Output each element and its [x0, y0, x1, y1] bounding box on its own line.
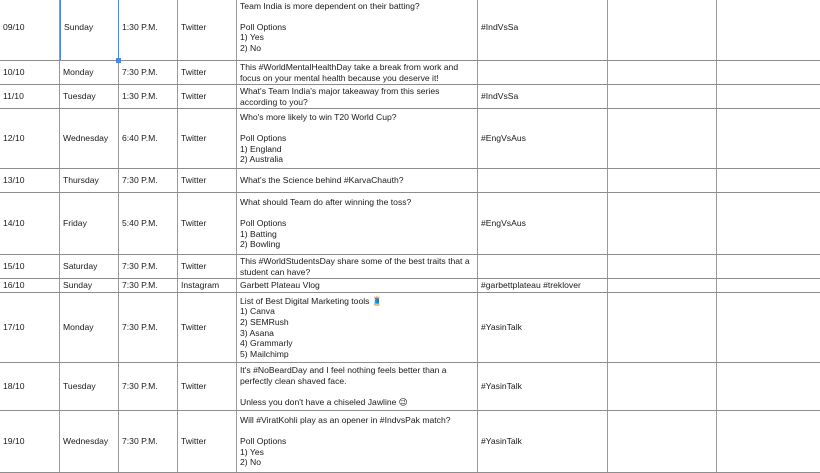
hashtag-cell[interactable]: [478, 255, 608, 278]
hashtag-cell[interactable]: #YasinTalk: [478, 293, 608, 362]
content-cell[interactable]: Garbett Plateau Vlog: [237, 279, 478, 292]
empty-cell[interactable]: [608, 85, 717, 108]
time-cell[interactable]: 7:30 P.M.: [119, 279, 178, 292]
content-cell[interactable]: This #WorldMentalHealthDay take a break from work and focus on your mental health because you deserve it!: [237, 61, 478, 84]
platform-cell[interactable]: Twitter: [178, 363, 237, 410]
date-cell[interactable]: 14/10: [0, 193, 60, 254]
day-cell[interactable]: Monday: [60, 293, 119, 362]
empty-cell[interactable]: [717, 0, 820, 60]
hashtag-cell[interactable]: [478, 61, 608, 84]
empty-cell[interactable]: [608, 255, 717, 278]
time-cell[interactable]: 1:30 P.M.: [119, 0, 178, 60]
hashtag-cell[interactable]: #garbettplateau #treklover: [478, 279, 608, 292]
date-cell[interactable]: 15/10: [0, 255, 60, 278]
table-row: [0, 293, 820, 363]
empty-cell[interactable]: [717, 255, 820, 278]
table-row: [0, 279, 820, 293]
hashtag-cell[interactable]: #EngVsAus: [478, 109, 608, 168]
empty-cell[interactable]: [608, 109, 717, 168]
empty-cell[interactable]: [717, 61, 820, 84]
time-cell[interactable]: 1:30 P.M.: [119, 85, 178, 108]
content-cell[interactable]: Who's more likely to win T20 World Cup? Poll Options 1) England 2) Australia: [237, 109, 478, 168]
empty-cell[interactable]: [608, 279, 717, 292]
empty-cell[interactable]: [608, 363, 717, 410]
day-cell[interactable]: Saturday: [60, 255, 119, 278]
content-cell[interactable]: This #WorldStudentsDay share some of the best traits that a student can have?: [237, 255, 478, 278]
content-cell[interactable]: It's #NoBeardDay and I feel nothing feels better than a perfectly clean shaved face. Unless you don't have a chiseled Jawline 😉: [237, 363, 478, 410]
hashtag-cell[interactable]: [478, 169, 608, 192]
date-cell[interactable]: 17/10: [0, 293, 60, 362]
time-cell[interactable]: 7:30 P.M.: [119, 293, 178, 362]
day-cell[interactable]: Sunday: [60, 0, 119, 60]
table-row: [0, 169, 820, 193]
hashtag-cell[interactable]: #IndVsSa: [478, 85, 608, 108]
day-cell[interactable]: Friday: [60, 193, 119, 254]
content-cell[interactable]: What's the Science behind #KarvaChauth?: [237, 169, 478, 192]
hashtag-cell[interactable]: #YasinTalk: [478, 363, 608, 410]
platform-cell[interactable]: Twitter: [178, 169, 237, 192]
day-cell[interactable]: Thursday: [60, 169, 119, 192]
day-cell[interactable]: Tuesday: [60, 363, 119, 410]
hashtag-cell[interactable]: #EngVsAus: [478, 193, 608, 254]
table-row: [0, 193, 820, 255]
content-cell[interactable]: Team India is more dependent on their batting? Poll Options 1) Yes 2) No: [237, 0, 478, 60]
empty-cell[interactable]: [717, 109, 820, 168]
day-cell[interactable]: Sunday: [60, 279, 119, 292]
date-cell[interactable]: 11/10: [0, 85, 60, 108]
platform-cell[interactable]: Twitter: [178, 411, 237, 472]
date-cell[interactable]: 09/10: [0, 0, 60, 60]
platform-cell[interactable]: Twitter: [178, 255, 237, 278]
empty-cell[interactable]: [608, 193, 717, 254]
empty-cell[interactable]: [717, 363, 820, 410]
empty-cell[interactable]: [608, 411, 717, 472]
hashtag-cell[interactable]: #IndVsSa: [478, 0, 608, 60]
time-cell[interactable]: 6:40 P.M.: [119, 109, 178, 168]
content-cell[interactable]: List of Best Digital Marketing tools 🧵 1) Canva 2) SEMRush 3) Asana 4) Grammarly 5) Mailchimp: [237, 293, 478, 362]
empty-cell[interactable]: [717, 85, 820, 108]
empty-cell[interactable]: [608, 293, 717, 362]
empty-cell[interactable]: [608, 169, 717, 192]
date-cell[interactable]: 10/10: [0, 61, 60, 84]
selection-fill-handle[interactable]: [116, 58, 121, 63]
empty-cell[interactable]: [608, 61, 717, 84]
empty-cell[interactable]: [717, 279, 820, 292]
day-cell[interactable]: Tuesday: [60, 85, 119, 108]
content-cell[interactable]: What's Team India's major takeaway from this series according to you?: [237, 85, 478, 108]
empty-cell[interactable]: [717, 411, 820, 472]
table-row: [0, 109, 820, 169]
table-row: [0, 0, 820, 61]
time-cell[interactable]: 7:30 P.M.: [119, 61, 178, 84]
empty-cell[interactable]: [717, 169, 820, 192]
content-cell[interactable]: Will #ViratKohli play as an opener in #IndvsPak match? Poll Options 1) Yes 2) No: [237, 411, 478, 472]
platform-cell[interactable]: Twitter: [178, 109, 237, 168]
day-cell[interactable]: Wednesday: [60, 411, 119, 472]
date-cell[interactable]: 18/10: [0, 363, 60, 410]
table-row: [0, 61, 820, 85]
empty-cell[interactable]: [608, 0, 717, 60]
hashtag-cell[interactable]: #YasinTalk: [478, 411, 608, 472]
date-cell[interactable]: 16/10: [0, 279, 60, 292]
empty-cell[interactable]: [717, 293, 820, 362]
table-row: [0, 255, 820, 279]
day-cell[interactable]: Monday: [60, 61, 119, 84]
platform-cell[interactable]: Twitter: [178, 193, 237, 254]
time-cell[interactable]: 7:30 P.M.: [119, 363, 178, 410]
date-cell[interactable]: 12/10: [0, 109, 60, 168]
table-row: [0, 363, 820, 411]
platform-cell[interactable]: Twitter: [178, 293, 237, 362]
table-row: [0, 85, 820, 109]
time-cell[interactable]: 7:30 P.M.: [119, 255, 178, 278]
content-cell[interactable]: What should Team do after winning the toss? Poll Options 1) Batting 2) Bowling: [237, 193, 478, 254]
day-cell[interactable]: Wednesday: [60, 109, 119, 168]
time-cell[interactable]: 7:30 P.M.: [119, 169, 178, 192]
time-cell[interactable]: 5:40 P.M.: [119, 193, 178, 254]
platform-cell[interactable]: Instagram: [178, 279, 237, 292]
empty-cell[interactable]: [717, 193, 820, 254]
time-cell[interactable]: 7:30 P.M.: [119, 411, 178, 472]
platform-cell[interactable]: Twitter: [178, 0, 237, 60]
date-cell[interactable]: 13/10: [0, 169, 60, 192]
table-row: [0, 411, 820, 473]
platform-cell[interactable]: Twitter: [178, 85, 237, 108]
platform-cell[interactable]: Twitter: [178, 61, 237, 84]
date-cell[interactable]: 19/10: [0, 411, 60, 472]
